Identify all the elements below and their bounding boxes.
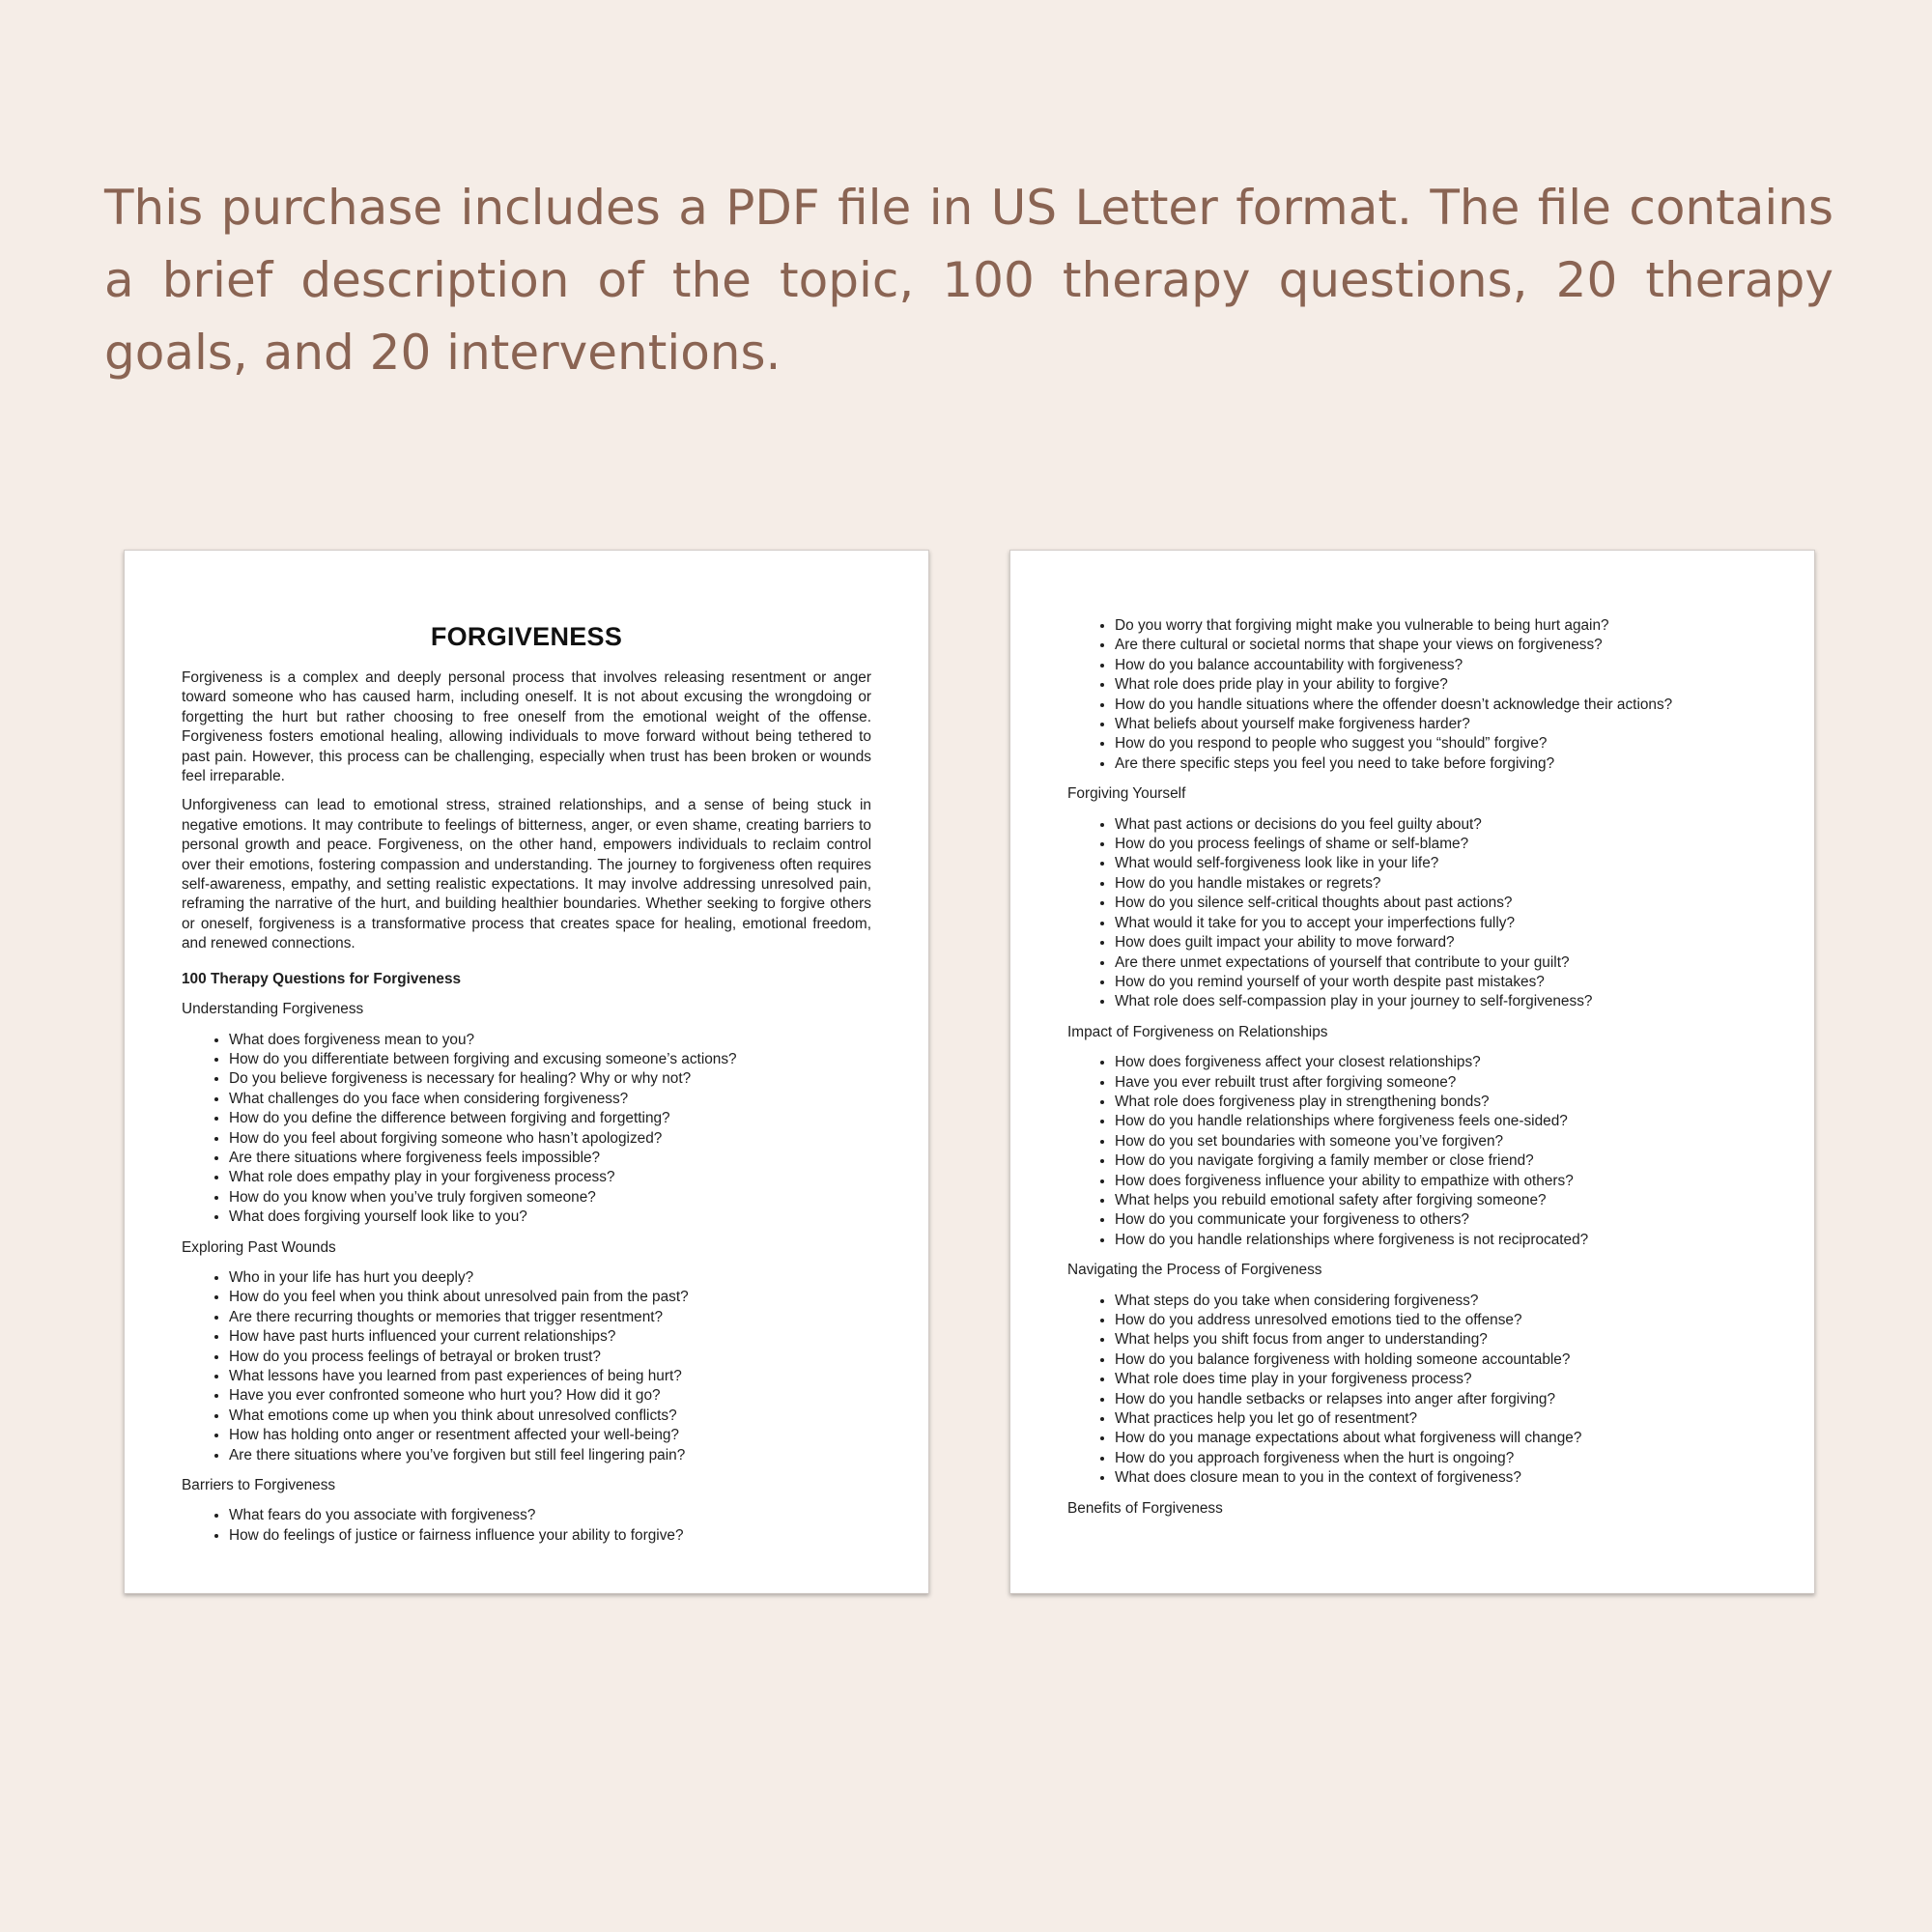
questions-heading: 100 Therapy Questions for Forgiveness — [182, 970, 462, 987]
question-item: • What challenges do you face when considering forgiveness? — [229, 1090, 871, 1109]
question-item: • How do you remind yourself of your worth despite past mistakes? — [1115, 973, 1757, 992]
question-item: • What emotions come up when you think about unresolved conflicts? — [229, 1406, 871, 1426]
question-item: • How do you address unresolved emotions tied to the offense? — [1115, 1311, 1757, 1330]
question-item: • How do you handle situations where the offender doesn’t acknowledge their actions? — [1115, 696, 1757, 715]
question-item: • What helps you rebuild emotional safety after forgiving someone? — [1115, 1191, 1757, 1210]
question-item: • How do you balance accountability with forgiveness? — [1115, 656, 1757, 675]
section-heading: Exploring Past Wounds — [182, 1238, 336, 1256]
question-item: • Have you ever confronted someone who hurt you? How did it go? — [229, 1386, 871, 1406]
question-item: • How do you set boundaries with someone you’ve forgiven? — [1115, 1132, 1757, 1151]
question-item: • How do feelings of justice or fairness influence your ability to forgive? — [229, 1526, 871, 1546]
question-item: • How do you handle relationships where forgiveness feels one-sided? — [1115, 1112, 1757, 1131]
section-heading: Understanding Forgiveness — [182, 1001, 364, 1018]
question-item: • How do you silence self-critical thoughts about past actions? — [1115, 894, 1757, 913]
question-item: • What does forgiveness mean to you? — [229, 1031, 871, 1050]
question-list — [1067, 1292, 1757, 1489]
question-item: • How do you know when you’ve truly forgiven someone? — [229, 1188, 871, 1208]
question-list — [1067, 1053, 1757, 1250]
question-item: • How do you approach forgiveness when the hurt is ongoing? — [1115, 1449, 1757, 1468]
question-sections — [1067, 784, 1757, 1519]
question-item: • What lessons have you learned from past experiences of being hurt? — [229, 1367, 871, 1386]
question-list — [1067, 815, 1757, 1012]
section-heading: Forgiving Yourself — [1067, 785, 1186, 803]
question-item: • How do you process feelings of betrayal or broken trust? — [229, 1348, 871, 1367]
section-heading: Impact of Forgiveness on Relationships — [1067, 1023, 1328, 1040]
question-item: • How do you define the difference between forgiving and forgetting? — [229, 1109, 871, 1128]
question-item: • How do you respond to people who suggest you “should” forgive? — [1115, 734, 1757, 753]
question-item: • How do you differentiate between forgiving and excusing someone’s actions? — [229, 1050, 871, 1069]
question-item: • Are there cultural or societal norms that shape your views on forgiveness? — [1115, 636, 1757, 655]
question-item: • How do you communicate your forgiveness to others? — [1115, 1210, 1757, 1230]
question-list — [182, 1268, 871, 1465]
question-item: • What beliefs about yourself make forgiveness harder? — [1115, 715, 1757, 734]
question-item: • How do you balance forgiveness with holding someone accountable? — [1115, 1350, 1757, 1370]
question-item: • What steps do you take when considering forgiveness? — [1115, 1292, 1757, 1311]
question-item: • What would it take for you to accept your imperfections fully? — [1115, 914, 1757, 933]
question-item: • How do you feel about forgiving someone who hasn’t apologized? — [229, 1129, 871, 1149]
question-item: • Do you worry that forgiving might make you vulnerable to being hurt again? — [1115, 616, 1757, 636]
question-list — [182, 1031, 871, 1228]
question-item: • Are there situations where forgiveness feels impossible? — [229, 1149, 871, 1168]
question-item: • What role does pride play in your ability to forgive? — [1115, 675, 1757, 695]
section-heading: Benefits of Forgiveness — [1067, 1499, 1223, 1517]
question-item: • What does forgiving yourself look like to you? — [229, 1208, 871, 1227]
question-item: • What fears do you associate with forgiveness? — [229, 1506, 871, 1525]
question-item: • How have past hurts influenced your current relationships? — [229, 1327, 871, 1347]
question-item: • Are there unmet expectations of yourself that contribute to your guilt? — [1115, 953, 1757, 973]
question-item: • Who in your life has hurt you deeply? — [229, 1268, 871, 1288]
question-list — [1067, 616, 1757, 774]
question-item: • What role does self-compassion play in your journey to self-forgiveness? — [1115, 992, 1757, 1011]
question-item: • How do you navigate forgiving a family member or close friend? — [1115, 1151, 1757, 1171]
question-item: • What past actions or decisions do you feel guilty about? — [1115, 815, 1757, 835]
question-item: • What role does forgiveness play in strengthening bonds? — [1115, 1093, 1757, 1112]
question-item: • What role does empathy play in your forgiveness process? — [229, 1168, 871, 1187]
question-item: • What does closure mean to you in the context of forgiveness? — [1115, 1468, 1757, 1488]
question-item: • What would self-forgiveness look like in your life? — [1115, 854, 1757, 873]
question-list — [182, 1506, 871, 1546]
question-sections — [182, 1000, 871, 1546]
question-item: • Are there situations where you’ve forgiven but still feel lingering pain? — [229, 1446, 871, 1465]
question-item: • How has holding onto anger or resentment affected your well-being? — [229, 1426, 871, 1445]
question-item: • How do you feel when you think about unresolved pain from the past? — [229, 1288, 871, 1307]
question-item: • What practices help you let go of resentment? — [1115, 1409, 1757, 1429]
question-item: • How does forgiveness influence your ability to empathize with others? — [1115, 1172, 1757, 1191]
product-description-headline: This purchase includes a PDF file in US Letter format. The file contains a brief description of the topic, 100 therapy questions, 20 therapy goals, and 20 interventions. — [104, 180, 1833, 381]
document-page-2 — [1009, 550, 1815, 1594]
section-heading: Barriers to Forgiveness — [182, 1477, 336, 1494]
question-item: • How do you manage expectations about what forgiveness will change? — [1115, 1429, 1757, 1448]
intro-paragraph: Forgiveness is a complex and deeply personal process that involves releasing resentment or anger toward someone who has caused harm, including oneself. It is not about excusing the wrongdoing or forgetting the hurt but rather choosing to free oneself from the emotional weight of the offense. Forgiveness fosters emotional healing, allowing individuals to move forward without being tethered to past pain. However, this process can be challenging, especially when trust has been broken or wounds feel irreparable. — [182, 669, 871, 785]
section-heading: Navigating the Process of Forgiveness — [1067, 1262, 1322, 1279]
question-item: • Are there specific steps you feel you need to take before forgiving? — [1115, 754, 1757, 774]
question-item: • How do you process feelings of shame or self-blame? — [1115, 835, 1757, 854]
question-item: • How do you handle setbacks or relapses into anger after forgiving? — [1115, 1390, 1757, 1409]
document-page-1 — [124, 550, 929, 1594]
intro-paragraph: Unforgiveness can lead to emotional stress, strained relationships, and a sense of being stuck in negative emotions. It may contribute to feelings of bitterness, anger, or even shame, creating barriers to personal growth and peace. Forgiveness, on the other hand, empowers individuals to reclaim control over their emotions, fostering compassion and understanding. The journey to forgiveness often requires self-awareness, empathy, and setting realistic expectations. It may involve addressing unresolved pain, reframing the narrative of the hurt, and building healthier boundaries. Whether seeking to forgive others or oneself, forgiveness is a transformative process that creates space for healing, emotional freedom, and renewed connections. — [182, 797, 871, 952]
question-item: • Do you believe forgiveness is necessary for healing? Why or why not? — [229, 1069, 871, 1089]
question-item: • How does forgiveness affect your closest relationships? — [1115, 1053, 1757, 1072]
question-item: • Are there recurring thoughts or memories that trigger resentment? — [229, 1308, 871, 1327]
question-item: • Have you ever rebuilt trust after forgiving someone? — [1115, 1073, 1757, 1093]
question-item: • What helps you shift focus from anger to understanding? — [1115, 1330, 1757, 1350]
document-title: FORGIVENESS — [430, 622, 623, 651]
question-item: • How does guilt impact your ability to move forward? — [1115, 933, 1757, 952]
question-item: • How do you handle mistakes or regrets? — [1115, 874, 1757, 894]
question-item: • What role does time play in your forgiveness process? — [1115, 1370, 1757, 1389]
question-item: • How do you handle relationships where forgiveness is not reciprocated? — [1115, 1231, 1757, 1250]
